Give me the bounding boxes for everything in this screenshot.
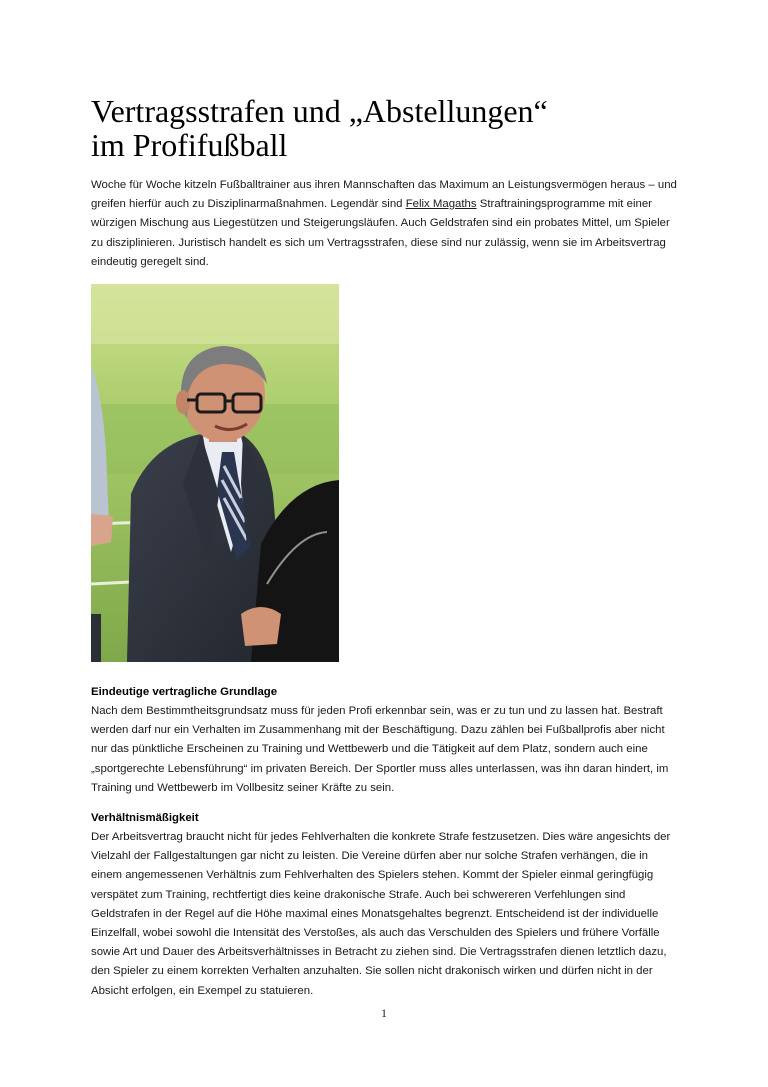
title-line-2: im Profifußball xyxy=(91,127,288,163)
intro-text-before: Woche für Woche kitzeln Fußballtrainer aus ihren Mannschaften das Maximum an Leistungsvermögen heraus – und greifen hierfür auch zu Disziplinarmaßnahmen. Legendär sind xyxy=(91,179,677,211)
intro-paragraph xyxy=(91,176,681,272)
section-heading-grundlage: Eindeutige vertragliche Grundlage xyxy=(91,686,278,698)
section-body-grundlage: Nach dem Bestimmtheitsgrundsatz muss für jeden Profi erkennbar sein, was er zu tun und zu lassen hat. Bestraft werden darf nur ein Verhalten im Zusammenhang mit der Beschäftigung. Dazu zählen bei Fußballprofis aber nicht nur das pünktliche Erscheinen zu Training und Wettbewerb und die Tätigkeit auf dem Platz, sondern auch eine „sportgerechte Lebensführung“ im privaten Bereich. Der Sportler muss alles unterlassen, was ihn daran hindert, im Training und Wettbewerb im Vollbesitz seiner Kräfte zu sein. xyxy=(91,705,669,794)
section-body-verhaeltnismaessigkeit: Der Arbeitsvertrag braucht nicht für jedes Fehlverhalten die konkrete Strafe festzusetzen. Dies wäre angesichts der Vielzahl der Fallgestaltungen gar nicht zu leisten. Die Vereine dürfen aber nur solche Strafen verhängen, die in einem angemessenen Verhältnis zum Fehlverhalten des Spielers stehen. Kommt der Spieler einmal geringfügig verspätet zum Training, rechtfertigt dies keine drakonische Strafe. Auch bei schwereren Verfehlungen sind Geldstrafen in der Regel auf die Höhe maximal eines Monatsgehaltes begrenzt. Entscheidend ist der individuelle Einzelfall, wobei sowohl die Intensität des Verstoßes, als auch das Verschulden des Spielers und frühere Vorfälle sowie Art und Dauer des Arbeitsverhältnisses in Betracht zu ziehen sind. Die Vertragsstrafen dienen letztlich dazu, den Spieler zu einem korrekten Verhalten anzuhalten. Sie sollen nicht drakonisch wirken und dürfen nicht in der Absicht erfolgen, ein Exempel zu statuieren. xyxy=(91,831,671,997)
page-title xyxy=(91,94,691,162)
page-number: 1 xyxy=(381,1006,387,1020)
coach-photo xyxy=(91,284,339,662)
intro-text-after: Straftrainingsprogramme mit einer würzigen Mischung aus Liegestützen und Steigerungsläufen. Auch Geldstrafen sind ein probates Mittel, um Spieler zu disziplinieren. Juristisch handelt es sich um Vertragsstrafen, diese sind nur zulässig, wenn sie im Arbeitsvertrag eindeutig geregelt sind. xyxy=(91,198,670,268)
section-heading-verhaeltnismaessigkeit: Verhältnismäßigkeit xyxy=(91,812,199,824)
title-line-1: Vertragsstrafen und „Abstellungen“ xyxy=(91,93,548,129)
felix-magath-link[interactable]: Felix Magaths xyxy=(405,198,477,211)
